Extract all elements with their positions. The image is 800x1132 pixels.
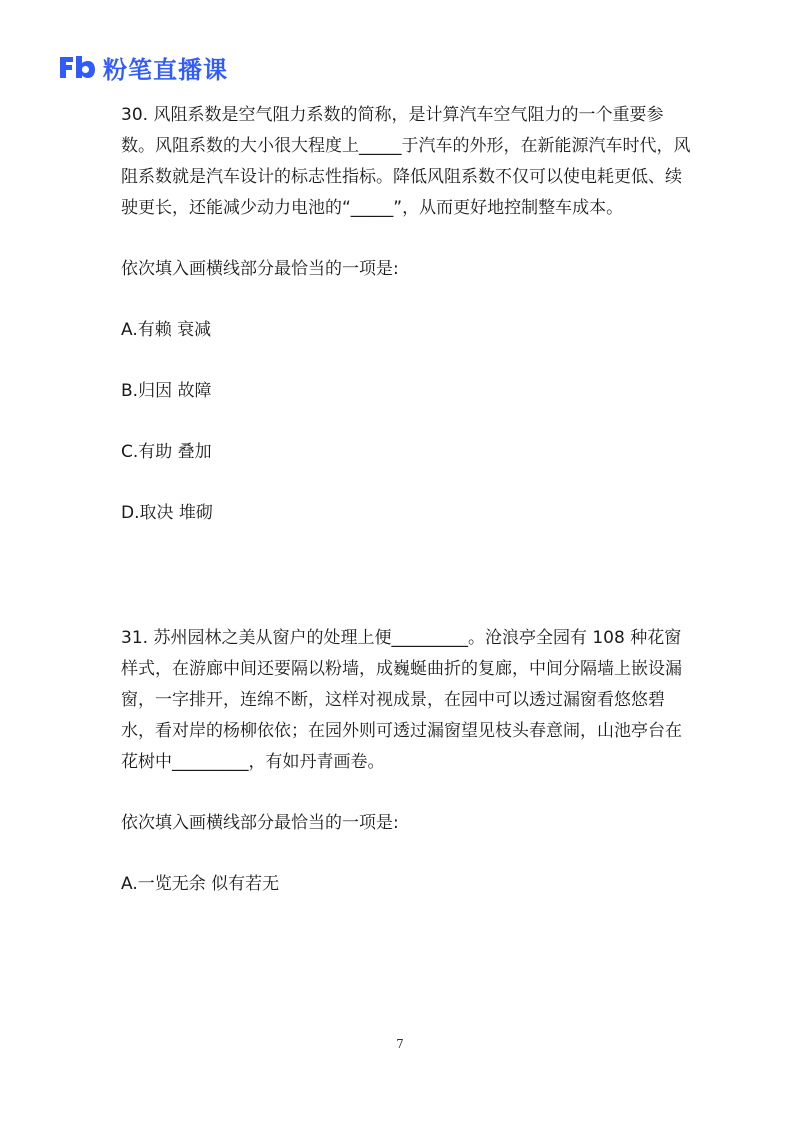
option-d: D.取决 堆砌 [121, 503, 213, 523]
question-prompt: 依次填入画横线部分最恰当的一项是: [121, 813, 399, 833]
fenbi-logo-icon [57, 53, 97, 81]
option-b: B.归因 故障 [121, 381, 212, 401]
page-header [57, 52, 228, 82]
option-a: A.有赖 衰减 [121, 320, 212, 340]
option-c: C.有助 叠加 [121, 442, 212, 462]
document-body [121, 100, 691, 900]
question-prompt: 依次填入画横线部分最恰当的一项是: [121, 259, 399, 279]
question-text: 31. 苏州园林之美从窗户的处理上便_________。沧浪亭全园有 108 种花窗样式，在游廊中间还要隔以粉墙，成巍蜒曲折的复廊，中间分隔墙上嵌设漏窗，一字排开，连绵不断，这样对视成景，在园中可以透过漏窗看悠悠碧水，看对岸的杨柳依依；在园外则可透过漏窗望见枝头春意闹，山池亭台在花树中_________，有如丹青画卷。 [121, 628, 682, 772]
option-a: A.一览无余 似有若无 [121, 874, 280, 894]
brand-name: 粉笔直播课 [103, 55, 228, 84]
question-31 [121, 623, 691, 900]
page-number: 7 [396, 1037, 404, 1051]
question-text: 30. 风阻系数是空气阻力系数的简称，是计算汽车空气阻力的一个重要参数。风阻系数的大小很大程度上_____于汽车的外形，在新能源汽车时代，风阻系数就是汽车设计的标志性指标。降低风阻系数不仅可以使电耗更低、续驶更长，还能减少动力电池的“_____”，从而更好地控制整车成本。 [121, 105, 691, 218]
question-30 [121, 100, 691, 529]
